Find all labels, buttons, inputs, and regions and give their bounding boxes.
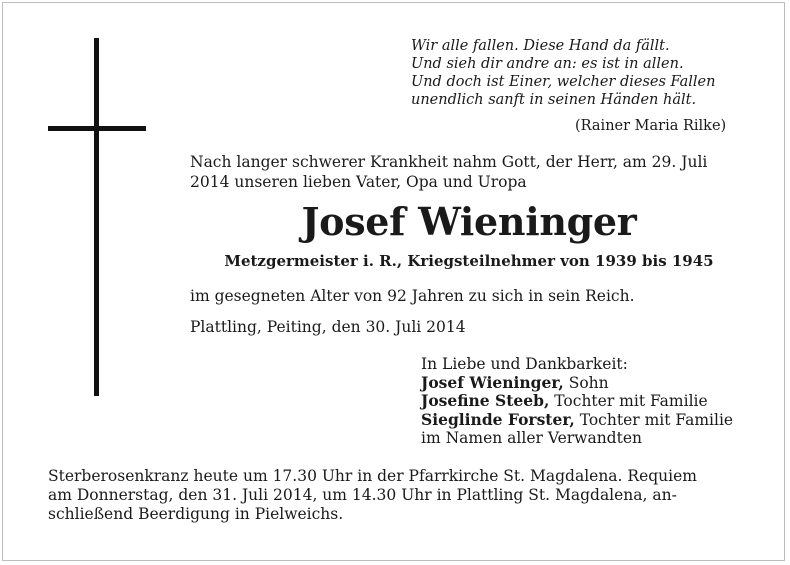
age-text: im gesegneten Alter von 92 Jahren zu sich in sein Reich. xyxy=(190,287,635,305)
poem-author: (Rainer Maria Rilke) xyxy=(575,118,727,134)
deceased-subtitle: Metzgermeister i. R., Kriegsteilnehmer von 1939 bis 1945 xyxy=(224,252,714,270)
service-line: Sterberosenkranz heute um 17.30 Uhr in der Pfarrkirche St. Magdalena. Requiem xyxy=(48,467,697,485)
place-date: Plattling, Peiting, den 30. Juli 2014 xyxy=(190,318,466,336)
intro-line: 2014 unseren lieben Vater, Opa und Uropa xyxy=(190,173,527,191)
intro-line: Nach langer schwerer Krankheit nahm Gott, der Herr, am 29. Juli xyxy=(190,153,708,171)
cross-vertical-bar xyxy=(94,38,99,396)
deceased-name: Josef Wieninger xyxy=(301,199,637,244)
service-line: am Donnerstag, den 31. Juli 2014, um 14.30 Uhr in Plattling St. Magdalena, an- xyxy=(48,486,677,504)
mourner-name: Josef Wieninger, xyxy=(421,372,564,392)
mourner-relation: Sohn xyxy=(563,373,609,392)
poem-line: Wir alle fallen. Diese Hand da fällt. xyxy=(411,38,670,54)
mourner-entry xyxy=(421,374,733,393)
poem-line: Und sieh dir andre an: es ist in allen. xyxy=(411,56,684,72)
mourners-block xyxy=(421,355,733,448)
mourner-entry xyxy=(421,411,733,430)
poem-line: unendlich sanft in seinen Händen hält. xyxy=(411,92,697,108)
poem-line: Und doch ist Einer, welcher dieses Fallen xyxy=(411,74,716,90)
mourner-relation: Tochter mit Familie xyxy=(549,392,708,410)
mourner-name: Sieglinde Forster, xyxy=(421,409,575,429)
mourner-relation: Tochter mit Familie xyxy=(574,410,734,429)
mourners-closing: im Namen aller Verwandten xyxy=(421,429,642,447)
cross-horizontal-bar xyxy=(48,126,146,131)
mourners-heading: In Liebe und Dankbarkeit: xyxy=(421,355,628,373)
mourner-name: Josefine Steeb, xyxy=(421,391,550,410)
poem xyxy=(411,37,746,109)
service-line: schließend Beerdigung in Pielweichs. xyxy=(48,505,344,523)
intro-text xyxy=(190,152,750,192)
mourner-entry xyxy=(421,392,733,411)
service-details xyxy=(48,467,742,524)
